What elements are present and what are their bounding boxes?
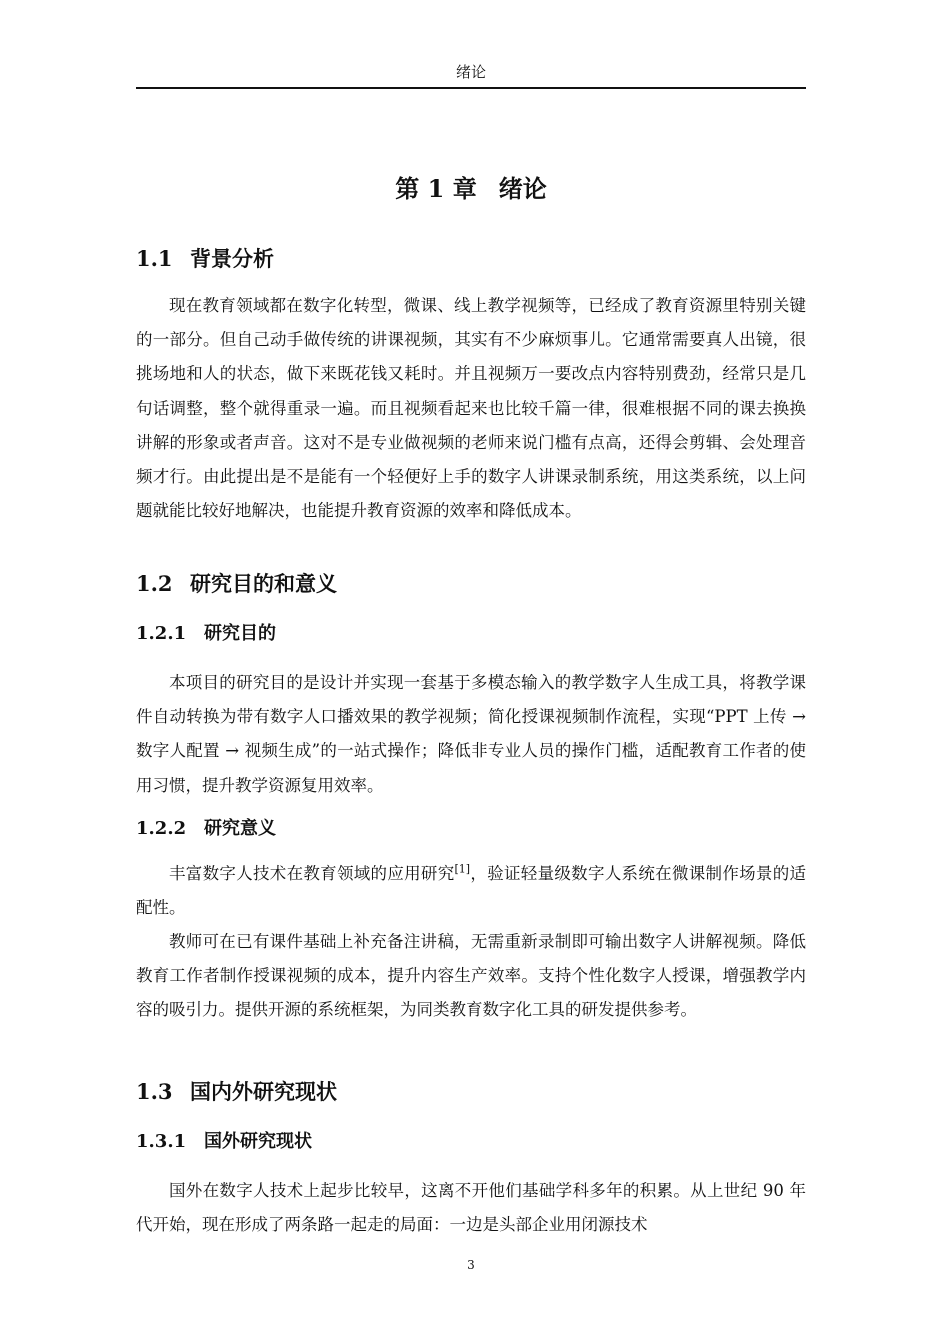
running-header: 绪论	[455, 63, 486, 81]
paragraph-research-purpose: 本项目的研究目的是设计并实现一套基于多模态输入的教学数字人生成工具，将教学课件自动转换为带有数字人口播效果的教学视频；简化授课视频制作流程，实现“PPT 上传 → 数字人配置 → 视频生成”的一站式操作；降低非专业人员的操作门槛，适配教育工作者的使用习惯，提升教学资源复用效率。	[136, 673, 806, 795]
section-number: 1.3	[136, 1079, 173, 1104]
chapter-name: 绪论	[498, 174, 547, 203]
section-title: 研究目的和意义	[190, 571, 337, 596]
subsection-title: 研究意义	[204, 818, 276, 839]
section-heading-1-2	[136, 569, 806, 599]
subsection-title: 研究目的	[204, 623, 276, 644]
section-title: 背景分析	[190, 246, 274, 271]
paragraph-significance-2: 教师可在已有课件基础上补充备注讲稿，无需重新录制即可输出数字人讲解视频。降低教育工作者制作授课视频的成本，提升内容生产效率。支持个性化数字人授课，增强教学内容的吸引力。提供开源的系统框架，为同类教育数字化工具的研发提供参考。	[136, 932, 806, 1020]
subsection-number: 1.2.2	[136, 818, 187, 839]
paragraph-text: ，验证轻量级数字人系统在微课制作场景的适配性。	[136, 864, 807, 918]
chapter-number: 第 1 章	[395, 174, 477, 203]
section-heading-1-1	[136, 244, 806, 274]
paragraph-background: 现在教育领域都在数字化转型，微课、线上教学视频等，已经成了教育资源里特别关键的一部分。但自己动手做传统的讲课视频，其实有不少麻烦事儿。它通常需要真人出镜，很挑场地和人的状态，做下来既花钱又耗时。并且视频万一要改点内容特别费劲，经常只是几句话调整，整个就得重录一遍。而且视频看起来也比较千篇一律，很难根据不同的课去换换讲解的形象或者声音。这对不是专业做视频的老师来说门槛有点高，还得会剪辑、会处理音频才行。由此提出是不是能有一个轻便好上手的数字人讲课录制系统，用这类系统，以上问题就能比较好地解决，也能提升教育资源的效率和降低成本。	[136, 296, 806, 521]
section-number: 1.1	[136, 246, 173, 271]
subsection-heading-1-3-1	[136, 1128, 806, 1156]
citation-link[interactable]: [1]	[454, 862, 471, 876]
paragraph-foreign-research: 国外在数字人技术上起步比较早，这离不开他们基础学科多年的积累。从上世纪 90 年代开始，现在形成了两条路一起走的局面：一边是头部企业用闭源技术	[136, 1181, 806, 1235]
subsection-title: 国外研究现状	[204, 1131, 312, 1152]
subsection-number: 1.3.1	[136, 1131, 187, 1152]
section-heading-1-3	[136, 1077, 806, 1107]
paragraph-significance-1	[136, 857, 806, 925]
paragraph-text: 丰富数字人技术在教育领域的应用研究	[169, 864, 455, 883]
section-title: 国内外研究现状	[190, 1079, 337, 1104]
subsection-heading-1-2-1	[136, 620, 806, 648]
header-rule	[136, 87, 806, 89]
section-number: 1.2	[136, 571, 173, 596]
chapter-title	[136, 172, 806, 206]
page-number: 3	[467, 1258, 475, 1272]
subsection-heading-1-2-2	[136, 815, 806, 843]
subsection-number: 1.2.1	[136, 623, 187, 644]
